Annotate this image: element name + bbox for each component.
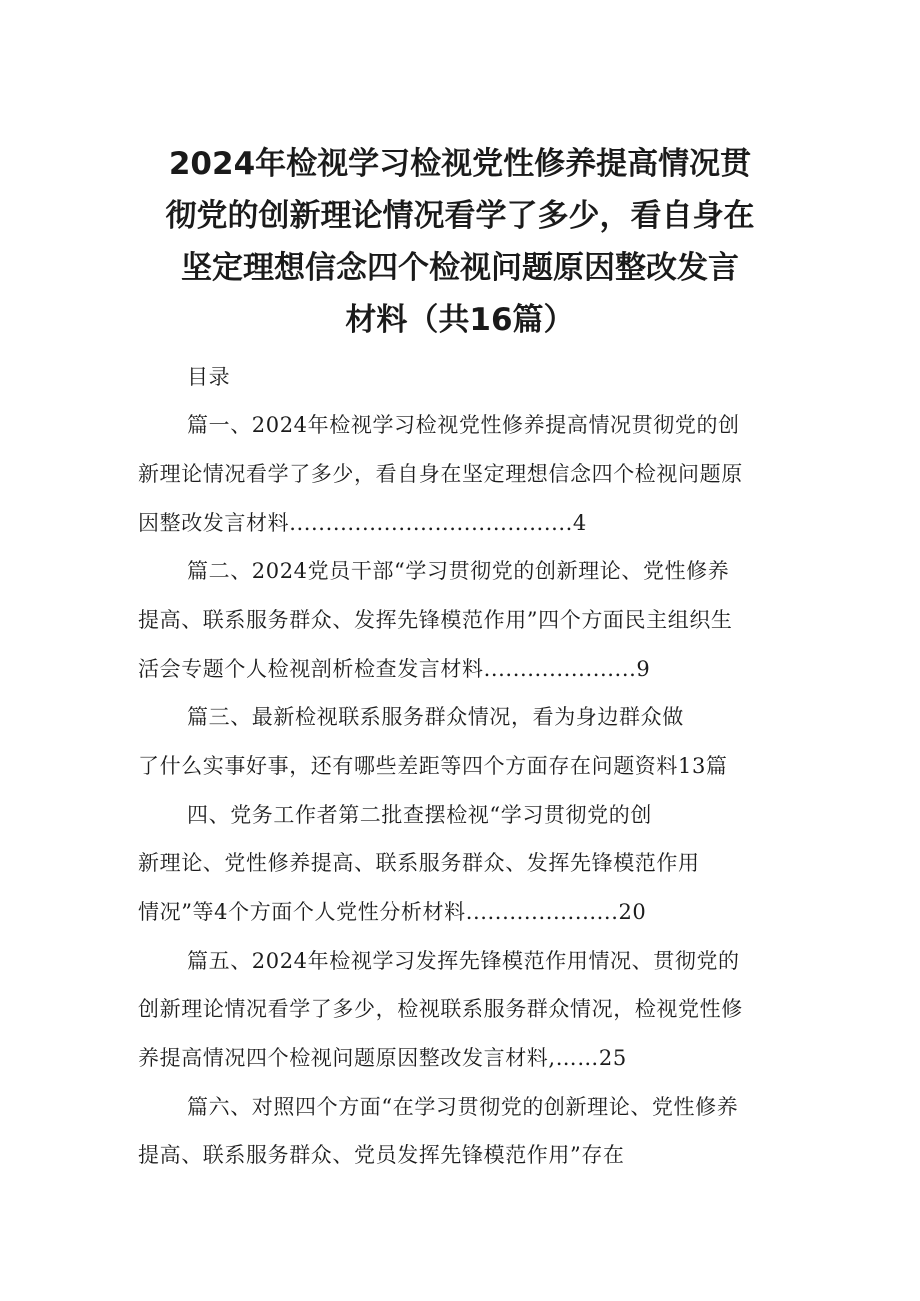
toc-line: 因整改发言材料.......................................4 (138, 511, 587, 535)
toc-line: 新理论、党性修养提高、联系服务群众、发挥先锋模范作用 (138, 851, 700, 875)
toc-heading: 目录 (187, 365, 231, 389)
toc-line: 养提高情况四个检视问题原因整改发言材料,……25 (138, 1046, 627, 1070)
toc-line: 了什么实事好事，还有哪些差距等四个方面存在问题资料13篇 (138, 754, 728, 778)
toc-line: 篇六、对照四个方面“在学习贯彻党的创新理论、党性修养 (187, 1095, 739, 1119)
toc-line: 篇一、2024年检视学习检视党性修养提高情况贯彻党的创 (187, 413, 740, 437)
toc-line: 篇五、2024年检视学习发挥先锋模范作用情况、贯彻党的 (187, 949, 740, 973)
toc-line: 新理论情况看学了多少，看自身在坚定理想信念四个检视问题原 (138, 462, 743, 486)
toc-line: 四、党务工作者第二批查摆检视“学习贯彻党的创 (187, 803, 652, 827)
title-line-2: 彻党的创新理论情况看学了多少，看自身在 (165, 198, 755, 234)
toc-line: 提高、联系服务群众、党员发挥先锋模范作用”存在 (138, 1143, 625, 1167)
toc-line: 篇二、2024党员干部“学习贯彻党的创新理论、党性修养 (187, 559, 730, 583)
title-line-3: 坚定理想信念四个检视问题原因整改发言 (181, 250, 739, 286)
title-line-1: 2024年检视学习检视党性修养提高情况贯 (168, 146, 752, 182)
toc-line: 情况”等4个方面个人党性分析材料.....................20 (138, 900, 647, 924)
toc-line: 篇三、最新检视联系服务群众情况，看为身边群众做 (187, 705, 684, 729)
toc-line: 活会专题个人检视剖析检查发言材料.....................9 (138, 657, 651, 681)
title-line-4: 材料（共16篇） (345, 302, 575, 338)
toc-line: 创新理论情况看学了多少，检视联系服务群众情况，检视党性修 (138, 997, 743, 1021)
toc-line: 提高、联系服务群众、发挥先锋模范作用”四个方面民主组织生 (138, 608, 733, 632)
